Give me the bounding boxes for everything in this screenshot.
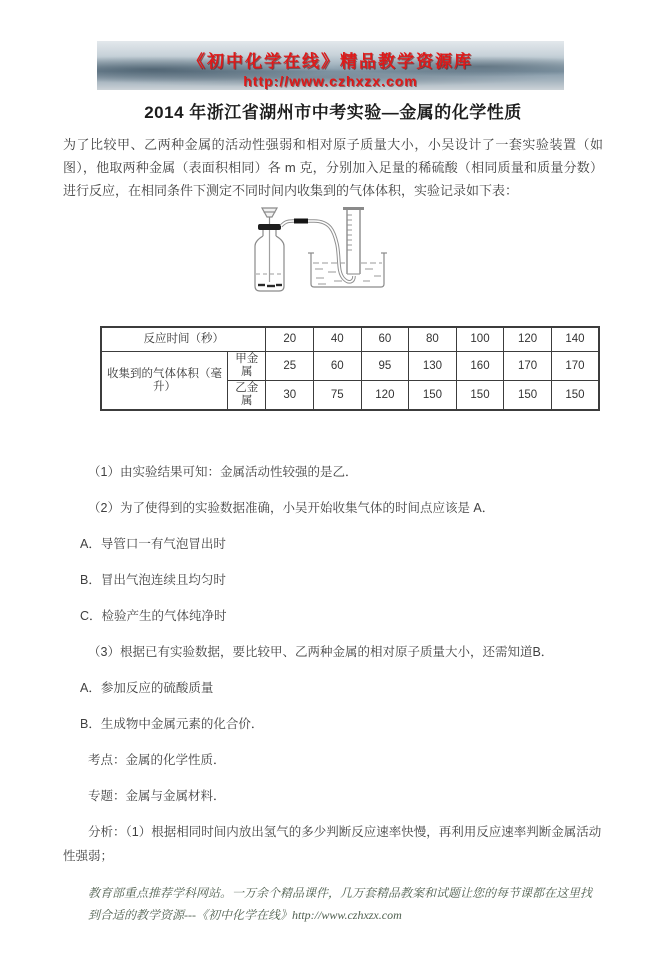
q3-option-b: B．生成物中金属元素的化合价． xyxy=(80,717,264,731)
table-cell: 30 xyxy=(266,381,314,411)
table-cell: 170 xyxy=(504,352,552,381)
table-cell: 60 xyxy=(314,352,362,381)
table-row xyxy=(101,352,599,381)
question-2: （2）为了使得到的实验数据准确，小吴开始收集气体的时间点应该是 A． xyxy=(88,501,495,515)
q2-option-a: A．导管口一有气泡冒出时 xyxy=(80,537,226,551)
row-group-header: 收集到的气体体积（毫升） xyxy=(101,352,228,411)
topic: 专题：金属与金属材料． xyxy=(88,789,226,803)
gas-bottle xyxy=(255,230,284,291)
q2-option-c: C．检验产生的气体纯净时 xyxy=(80,609,227,623)
site-banner xyxy=(97,41,564,90)
table-cell: 95 xyxy=(361,352,409,381)
col-header: 140 xyxy=(551,327,599,352)
row-label: 甲金属 xyxy=(228,352,266,381)
col-header: 80 xyxy=(409,327,457,352)
col-header-time: 反应时间（秒） xyxy=(101,327,266,352)
col-header: 20 xyxy=(266,327,314,352)
col-header: 120 xyxy=(504,327,552,352)
table-cell: 120 xyxy=(361,381,409,411)
table-cell: 25 xyxy=(266,352,314,381)
col-header: 40 xyxy=(314,327,362,352)
table-cell: 170 xyxy=(551,352,599,381)
question-1: （1）由实验结果可知：金属活动性较强的是乙． xyxy=(88,465,358,479)
apparatus-figure xyxy=(63,206,603,303)
rubber-stopper xyxy=(258,224,281,230)
intro-text: 为了比较甲、乙两种金属的活动性强弱和相对原子质量大小，小吴设计了一套实验装置（如图），他取两种金属（表面积相同）各 m 克，分别加入足量的稀硫酸（相同质量和质量分数）进行反应，在相同条件下测定不同时间内收集到的气体体积，实验记录如下表： xyxy=(63,137,603,198)
thistle-funnel-icon xyxy=(262,208,277,224)
table-cell: 150 xyxy=(504,381,552,411)
page-title: 2014 年浙江省湖州市中考实验—金属的化学性质 xyxy=(144,103,522,122)
table-cell: 150 xyxy=(456,381,504,411)
analysis: 分析：（1）根据相同时间内放出氢气的多少判断反应速率快慢，再利用反应速率判断金属活动性强弱； xyxy=(63,825,602,863)
banner-url: http://www.czhxzx.com xyxy=(243,73,418,89)
question-3: （3）根据已有实验数据，要比较甲、乙两种金属的相对原子质量大小，还需知道B． xyxy=(88,645,554,659)
document-body xyxy=(0,100,661,926)
banner-title: 《初中化学在线》精品教学资源库 xyxy=(188,52,473,71)
exam-point: 考点：金属的化学性质． xyxy=(88,753,226,767)
table-cell: 150 xyxy=(409,381,457,411)
table-cell: 75 xyxy=(314,381,362,411)
table-cell: 150 xyxy=(551,381,599,411)
apparatus-diagram xyxy=(248,206,398,303)
question-section xyxy=(63,460,603,868)
q2-option-b: B．冒出气泡连续且均匀时 xyxy=(80,573,226,587)
inverted-graduated-cylinder xyxy=(343,207,364,274)
table-row xyxy=(101,327,599,352)
col-header: 60 xyxy=(361,327,409,352)
delivery-tube xyxy=(281,221,354,282)
table-cell: 160 xyxy=(456,352,504,381)
results-table xyxy=(100,326,600,411)
col-header: 100 xyxy=(456,327,504,352)
row-label: 乙金属 xyxy=(228,381,266,411)
footer-note: 教育部重点推荐学科网站。一万余个精品课件，几万套精品教案和试题让您的每节课都在这里找到合适的教学资源---《初中化学在线》http://www.czhxzx.com xyxy=(88,886,593,922)
q3-option-a: A．参加反应的硫酸质量 xyxy=(80,681,214,695)
table-cell: 130 xyxy=(409,352,457,381)
